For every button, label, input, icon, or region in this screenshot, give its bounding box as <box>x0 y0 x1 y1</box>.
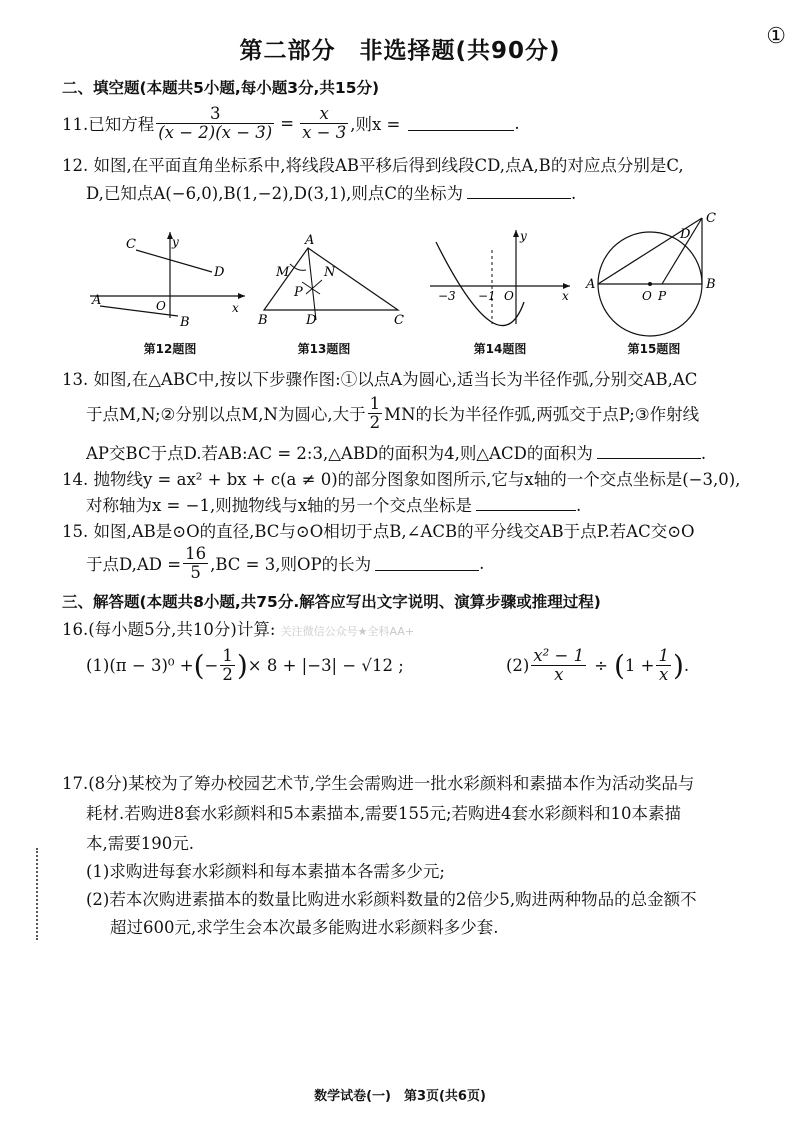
fig14-label-o: O <box>504 289 514 303</box>
question-11 <box>62 100 520 146</box>
binding-margin-dots <box>36 848 40 940</box>
figure-12 <box>90 232 245 330</box>
fig14-label-minus1: −1 <box>478 289 496 303</box>
section-heading-solve: 三、解答题(本题共8小题,共75分.解答应写出文字说明、演算步骤或推理过程) <box>62 593 601 611</box>
q11-suffix: ,则x = <box>350 115 401 134</box>
q16-p2-frac-den: x <box>554 664 564 684</box>
q13-half-fraction <box>368 395 383 431</box>
q16-p2-c: 1 + <box>624 655 655 675</box>
q14-end: . <box>576 496 582 515</box>
fig13-label-m: M <box>276 265 290 280</box>
fig12-label-x: x <box>232 301 239 315</box>
question-12-line-2 <box>86 180 576 204</box>
fig14-caption: 第14题图 <box>473 342 527 356</box>
q16-p1-paren-open: ( <box>193 648 205 682</box>
figures-row <box>80 211 800 340</box>
question-16-intro <box>62 616 414 640</box>
q11-fraction-2 <box>300 105 348 141</box>
q16-p1-a: (1)(π − 3)⁰ + <box>86 655 194 675</box>
q16-p1-fraction <box>220 647 235 683</box>
q15-ad-den: 5 <box>190 562 201 582</box>
q14-line-2: 对称轴为x = −1,则抛物线与x轴的另一个交点坐标是 <box>86 496 472 515</box>
fig12-x-arrow <box>238 293 245 299</box>
fig13-ray-ap <box>308 248 316 320</box>
q17-line-2: 耗材.若购进8套水彩颜料和5本素描本,需要155元;若购进4套水彩颜料和10本素描 <box>86 804 682 823</box>
fig12-label-y: y <box>172 235 179 249</box>
figure-15 <box>585 211 716 336</box>
page-title: 第二部分 非选择题(共90分) <box>239 38 561 64</box>
page-mark: ① <box>766 24 786 49</box>
q16-p2-frac2-den: x <box>659 664 669 684</box>
q11-frac2-den: x − 3 <box>302 122 347 142</box>
fig13-label-a: A <box>305 233 315 248</box>
q12-end: . <box>571 184 577 203</box>
fig12-label-d: D <box>214 265 225 280</box>
fig13-label-c: C <box>394 313 404 328</box>
q11-answer-blank[interactable] <box>408 116 514 131</box>
q11-fraction-1 <box>156 105 274 141</box>
q15-end: . <box>479 553 485 573</box>
fig15-label-d: D <box>680 227 691 242</box>
q16-p2-fraction <box>531 647 586 683</box>
q11-frac1-num: 3 <box>156 105 274 123</box>
fig13-caption: 第13题图 <box>297 342 351 356</box>
q16-p2-end: . <box>683 655 690 675</box>
fig15-label-b: B <box>706 277 716 292</box>
fig15-label-p: P <box>658 289 667 303</box>
question-15-line-2 <box>86 542 484 584</box>
q13-half-num: 1 <box>369 394 381 414</box>
q16-p1-b: × 8 + |−3| − √12 ; <box>247 655 404 675</box>
q11-equals: = <box>280 113 295 133</box>
q17-line-1: 17.(8分)某校为了筹办校园艺术节,学生会需购进一批水彩颜料和素描本作为活动奖品与 <box>62 774 695 793</box>
fig13-label-p: P <box>294 285 303 300</box>
q15-line-1: 15. 如图,AB是⊙O的直径,BC与⊙O相切于点B,∠ACB的平分线交AB于点P.若AC交⊙O <box>62 522 695 541</box>
fig13-label-b: B <box>258 313 268 328</box>
fig13-label-d: D <box>306 313 317 328</box>
q16-p2-fraction-2 <box>656 647 671 683</box>
question-14-line-2 <box>86 492 581 516</box>
fig14-label-minus3: −3 <box>438 289 456 303</box>
q16-p1-frac-den: 2 <box>222 664 233 684</box>
fig12-label-c: C <box>126 237 136 252</box>
q11-prefix: 11.已知方程 <box>62 115 155 134</box>
section-heading-fill-in: 二、填空题(本题共5小题,每小题3分,共15分) <box>62 79 380 97</box>
q17-line-6: 超过600元,求学生会本次最多能购进水彩颜料多少套. <box>110 918 499 937</box>
page-footer: 数学试卷(一) 第3页(共6页) <box>314 1089 486 1104</box>
q16-p1-paren-close: ) <box>236 648 248 682</box>
q12-answer-blank[interactable] <box>467 184 571 199</box>
q13-line-2b: MN的长为半径作弧,两弧交于点P;③作射线 <box>384 405 700 424</box>
q12-line-1: 12. 如图,在平面直角坐标系中,将线段AB平移后得到线段CD,点A,B的对应点分别是C, <box>62 156 684 175</box>
fig12-caption: 第12题图 <box>143 342 197 356</box>
q15-ad-num: 16 <box>185 544 207 564</box>
fig15-label-c: C <box>706 211 716 226</box>
fig12-label-b: B <box>180 315 190 330</box>
q11-frac2-num: x <box>300 105 348 123</box>
fig14-y-arrow <box>513 230 519 237</box>
q13-half-den: 2 <box>369 412 381 432</box>
q14-answer-blank[interactable] <box>476 496 576 511</box>
q16-p2-a: (2) <box>506 655 530 675</box>
fig15-center-dot <box>648 282 652 286</box>
q11-frac1-den: (x − 2)(x − 3) <box>158 122 273 142</box>
q16-p2-divide: ÷ <box>594 655 608 675</box>
q13-line-1: 13. 如图,在△ABC中,按以下步骤作图:①以点A为圆心,适当长为半径作弧,分别交AB,AC <box>62 370 698 389</box>
q15-ad-fraction <box>183 545 208 581</box>
q13-answer-blank[interactable] <box>597 444 701 459</box>
q11-end: . <box>514 113 520 133</box>
q16-part-2 <box>506 642 689 688</box>
question-13-line-3 <box>86 440 706 464</box>
fig12-segment-ab <box>100 306 178 316</box>
q13-line-2a: 于点M,N;②分别以点M,N为圆心,大于 <box>86 405 366 424</box>
question-13-line-2 <box>86 392 699 434</box>
q17-line-5: (2)若本次购进素描本的数量比购进水彩颜料数量的2倍少5,购进两种物品的总金额不 <box>86 890 697 909</box>
q17-line-3: 本,需要190元. <box>86 834 194 853</box>
q12-line-2: D,已知点A(−6,0),B(1,−2),D(3,1),则点C的坐标为 <box>86 184 464 203</box>
q13-line-3: AP交BC于点D.若AB:AC = 2:3,△ABD的面积为4,则△ACD的面积为 <box>86 444 593 463</box>
q16-intro: 16.(每小题5分,共10分)计算: <box>62 620 276 639</box>
q16-p2-paren-open: ( <box>613 648 625 682</box>
figure-14 <box>430 229 570 326</box>
q15-line-2b: ,BC = 3,则OP的长为 <box>210 555 372 574</box>
q13-end: . <box>700 444 707 463</box>
watermark-text: 关注微信公众号★全科AA+ <box>280 625 415 638</box>
fig15-caption: 第15题图 <box>627 342 681 356</box>
fig13-label-n: N <box>324 265 336 280</box>
figure-13 <box>257 233 404 328</box>
q15-answer-blank[interactable] <box>375 556 479 571</box>
fig15-label-o: O <box>642 289 652 303</box>
fig12-segment-cd <box>136 250 212 272</box>
fig12-label-a: A <box>92 293 102 308</box>
q16-p1-frac-num: 1 <box>222 646 233 666</box>
fig14-parabola <box>436 242 524 326</box>
fig12-label-o: O <box>156 299 166 313</box>
q15-line-2a: 于点D,AD = <box>86 555 182 574</box>
q17-line-4: (1)求购进每套水彩颜料和每本素描本各需多少元; <box>86 862 445 881</box>
fig14-label-x: x <box>562 289 569 303</box>
fig15-label-a: A <box>586 277 596 292</box>
q16-p2-paren-close: ) <box>672 648 684 682</box>
q16-part-1: (1)(π − 3)⁰ + ( − $\frac{1}{2}$ ) × 8 + |−3| − √12 ; <box>86 646 404 684</box>
q16-p2-frac-num: x² − 1 <box>533 646 585 666</box>
q16-p2-frac2-num: 1 <box>658 646 669 666</box>
fig14-label-y: y <box>520 229 527 243</box>
q14-line-1: 14. 抛物线y = ax² + bx + c(a ≠ 0)的部分图象如图所示,它与x轴的一个交点坐标是(−3,0), <box>62 470 741 489</box>
